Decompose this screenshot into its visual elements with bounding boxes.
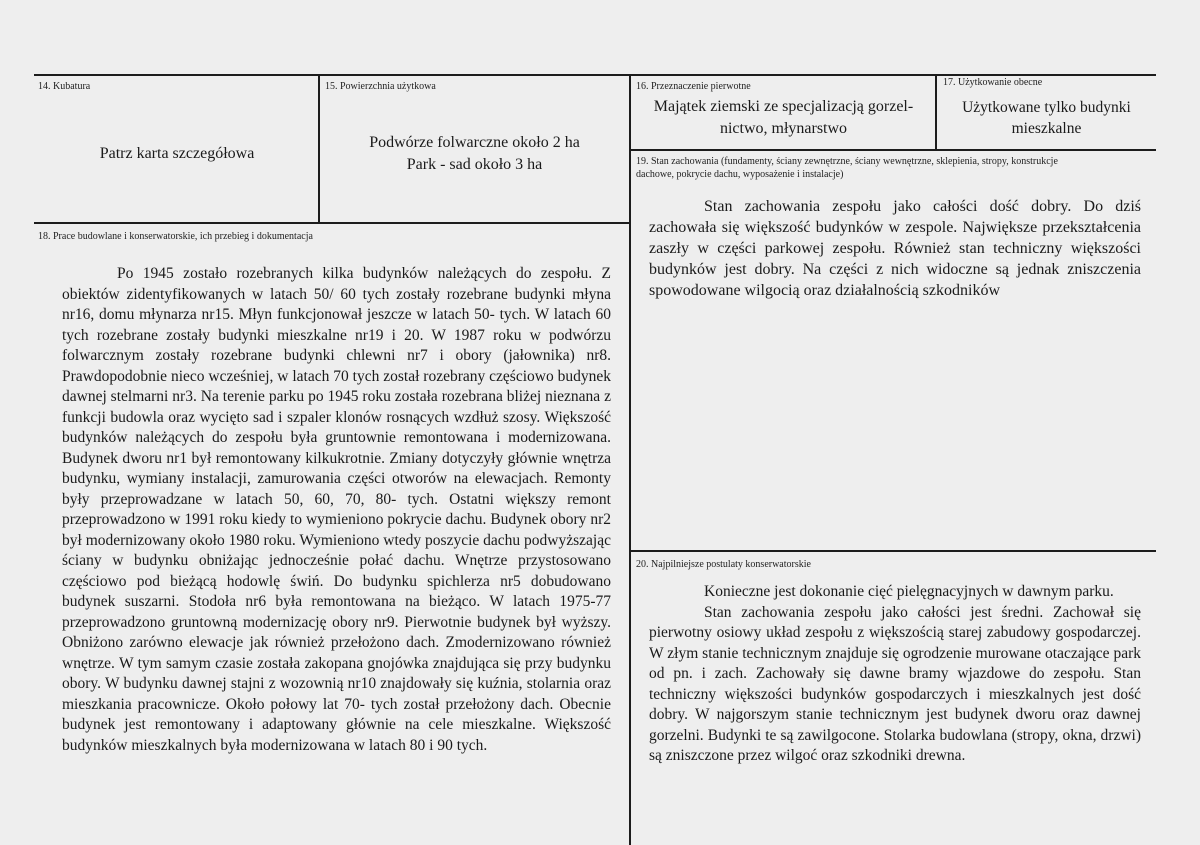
field-19-label [636,155,1058,181]
field-18-text [62,264,611,756]
top-border-line [34,74,1156,76]
field-14-label: 14. Kubatura [38,81,91,92]
field-15-value-line1: Podwórze folwarczne około 2 ha [369,134,580,151]
field-18-paragraph: Po 1945 zostało rozebranych kilka budynków należących do zespołu. Z obiektów zidentyfikowanych w latach 50/ 60 tych zostały rozebrane budynki młyna nr16, domu młynarza nr15. Młyn funkcjonował jeszcze w latach 50- tych. W latach 60 tych rozebrane zostały budynki mieszkalne nr19 i 20. W 1987 roku w podwórzu folwarcznym zostały rozebrane budynki chlewni nr7 i obory (jałownika) nr8. Prawdopodobnie nieco wcześniej, w latach 70 tych został rozebrany częściowo budynek dawnej stelmarni nr3. Na terenie parku po 1945 roku została rozebrana bliżej nieznana z funkcji budowla oraz wycięto sad i szpaler klonów rosnących wzdłuż szosy. Większość budynków należących do zespołu była gruntownie remontowana i modernizowana. Budynek dworu nr1 był remontowany kilkukrotnie. Zmiany dotyczyły głównie wnętrza budynku, wymiany instalacji, zamurowania części otworów na elewacjach. Remonty były przeprowadzane w latach 50, 60, 70, 80- tych. Ostatni większy remont przeprowadzono w 1991 roku kiedy to wymieniono pokrycie dachu. Budynek obory nr2 był modernizowany około 1980 roku. Wymieniono wtedy poszycie dachu podwyższając ściany w budynku obniżając jednocześnie połać dachu. Wnętrze przystosowano częściowo pod bieżącą hodowlę świń. Do budynku spichlerza nr5 dobudowano budynek suszarni. Stodoła nr6 była remontowana na bieżąco. W latach 1975-77 przeprowadzono gruntowną modernizację obory nr9. Pierwotnie budynek był wyższy. Obniżono zarówno elewacje jak również przełożono dach. Zmodernizowano również wnętrze. W tym samym czasie została zakopana gnojówka znajdująca się przy budynku obory. W budynku dawnej stajni z wozownią nr10 znajdowały się kuźnia, stolarnia oraz mieszkania pracownicze. Około połowy lat 70- tych został przełożony dach. Obecnie budynek jest remontowany i adaptowany głównie na cele mieszkalne. Większość budynków mieszkalnych była modernizowana w latach 80 i 90 tych. [62,265,611,754]
field-16-value-line2: nictwo, młynarstwo [719,120,848,137]
field-20-paragraph-2: Stan zachowania zespołu jako całości jest średni. Zachował się pierwotny osiowy układ zespołu z większością starej zabudowy gospodarczej. W złym stanie technicznym znajduje się ogrodzenie murowane otaczające park od pn. i zach. Zachowały się dawne bramy wjazdowe do zespołu. Stan techniczny większości budynków gospodarczych i mieszkalnych jest dość dobry. W najgorszym stanie technicznym jest budynek dworu oraz dawnej gorzelni. Budynki te są zawilgocone. Stolarka budowlana (stropy, okna, drzwi) są zniszczone przez wilgoć oraz szkodniki drewna. [649,603,1141,764]
field-16-value [632,96,935,140]
field-15-value-line2: Park - sad około 3 ha [406,156,543,173]
field-17-value-line1: Użytkowane tylko budynki [962,99,1131,116]
field-14-value: Patrz karta szczegółowa [99,145,255,162]
field-19-label-line1: 19. Stan zachowania (fundamenty, ściany zewnętrzne, ściany wewnętrzne, sklepienia, stropy, konstrukcje [636,156,1058,167]
field-18-label: 18. Prace budowlane i konserwatorskie, ich przebieg i dokumentacja [38,231,313,242]
field-15-label: 15. Powierzchnia użytkowa [325,81,436,92]
field-16-label: 16. Przeznaczenie pierwotne [636,81,751,92]
field-19-paragraph: Stan zachowania zespołu jako całości dość dobry. Do dziś zachowała się większość budynków w zespole. Największe przekształcenia zaszły w części parkowej zespołu. Również stan techniczny większości budynków jest dobry. Na części z nich widoczne są jednak zniszczenia spowodowane wilgocią oraz działalnością szkodników [649,198,1141,299]
field-20-label: 20. Najpilniejsze postulaty konserwatorskie [636,559,811,570]
column-divider-left-right [629,74,631,845]
field-19-text [649,196,1141,301]
row-divider-f16-f19 [630,149,1156,151]
field-17-value [937,97,1156,139]
field-20-paragraph-1: Konieczne jest dokonanie cięć pielęgnacyjnych w dawnym parku. [704,583,1114,600]
field-20-text [649,582,1141,767]
row-divider-f19-f20 [630,550,1156,552]
field-19-label-line2: dachowe, pokrycie dachu, wyposażenie i instalacje) [636,169,844,180]
field-17-label: 17. Użytkowanie obecne [943,77,1043,88]
field-15-value [320,132,629,176]
row-divider-f14-f18 [34,222,630,224]
field-17-value-line2: mieszkalne [1011,120,1082,137]
field-16-value-line1: Majątek ziemski ze specjalizacją gorzel- [653,98,914,115]
